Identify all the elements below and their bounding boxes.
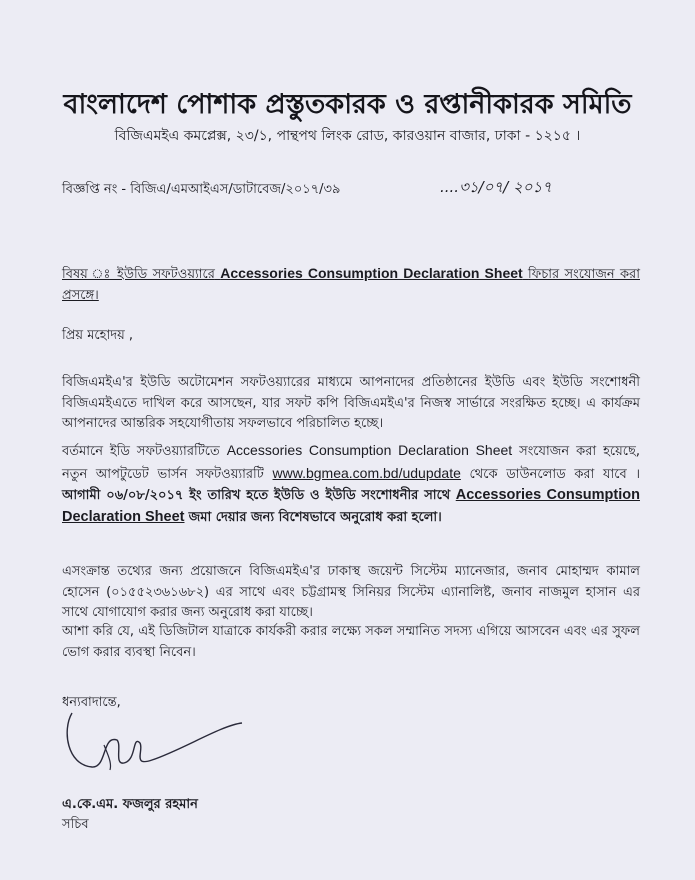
feature-name: Accessories Consumption Declaration Sheet [226,442,513,458]
letter-date: ....৩১/০৭/ ২০১৭ [440,178,552,196]
paragraph-2-part-2: সংযোজন করা হয়েছে, নতুন আপটুডেট ভার্সন সফটওয়্যারটি [62,444,641,482]
signature-image [62,705,262,780]
organization-title: বাংলাদেশ পোশাক প্রস্তুতকারক ও রপ্তানীকারক সমিতি [63,89,632,120]
subject-line [62,263,640,306]
download-link[interactable]: www.bgmea.com.bd/udupdate [272,464,461,481]
subject-suffix: ফিচার সংযোজন করা প্রসঙ্গে। [62,267,640,303]
reference-number: বিজ্ঞপ্তি নং - বিজিএ/এমআইএস/ডাটাবেজ/২০১৭/৩৯ [62,182,341,197]
feature-name-emphasis: Accessories Consumption Declaration Sheet [62,487,640,525]
salutation: প্রিয় মহোদয় , [62,328,134,343]
paragraph-3: এসংক্রান্ত তথ্যের জন্য প্রয়োজনে বিজিএমইএ'র ঢাকাস্থ জয়েন্ট সিস্টেম ম্যানেজার, জনাব মোহাম্মদ কামাল হোসেন (০১৫৫২৩৬১৬৮২) এর সাথে এবং চট্টগ্রামস্থ সিনিয়র সিস্টেম এ্যানালিষ্ট, জনাব নাজমুল হাসান এর সাথে যোগাযোগ করার জন্য অনুরোধ করা যাচ্ছে। [62,564,640,620]
paragraph-1: বিজিএমইএ'র ইউডি অটোমেশন সফটওয়্যারের মাধ্যমে আপনাদের প্রতিষ্ঠানের ইউডি এবং ইউডি সংশোধনী বিজিএমইএতে দাখিল করে আসছেন, যার সফট কপি বিজিএমইএ'র নিজস্ব সার্ভারে সংরক্ষিত হচ্ছে। এ কার্যক্রম আপনাদের আন্তরিক সহযোগীতায় সফলভাবে পরিচালিত হচ্ছে। [62,375,640,431]
closing: ধন্যবাদান্তে, [62,695,121,710]
subject-feature: Accessories Consumption Declaration Sheet [220,265,523,281]
paragraph-2 [62,440,640,528]
signatory-name: এ.কে.এম. ফজলুর রহমান [62,797,198,812]
organization-address: বিজিএমইএ কমপ্লেক্স, ২৩/১, পান্থপথ লিংক রোড, কারওয়ান বাজার, ঢাকা - ১২১৫ । [114,128,581,144]
signatory-position: সচিব [62,817,89,832]
paragraph-2-part-5: জমা দেয়ার জন্য বিশেষভাবে অনুরোধ করা হলো। [188,509,442,525]
paragraph-4: আশা করি যে, এই ডিজিটাল যাত্রাকে কার্যকরী করার লক্ষ্যে সকল সম্মানিত সদস্য এগিয়ে আসবেন এবং এর সুফল ভোগ করার ব্যবস্থা নিবেন। [62,624,640,660]
paragraph-2-part-4: আগামী ০৬/০৮/২০১৭ ইং তারিখ হতে ইউডি ও ইউডি সংশোধনীর সাথে [62,488,451,503]
subject-prefix: বিষয় ঃ ইউডি সফটওয়্যারে [62,267,215,282]
paragraph-2-part-3: থেকে ডাউনলোড করা যাবে । [469,466,640,482]
paragraph-2-part-1: বর্তমানে ইডি সফটওয়্যারটিতে [62,444,220,459]
